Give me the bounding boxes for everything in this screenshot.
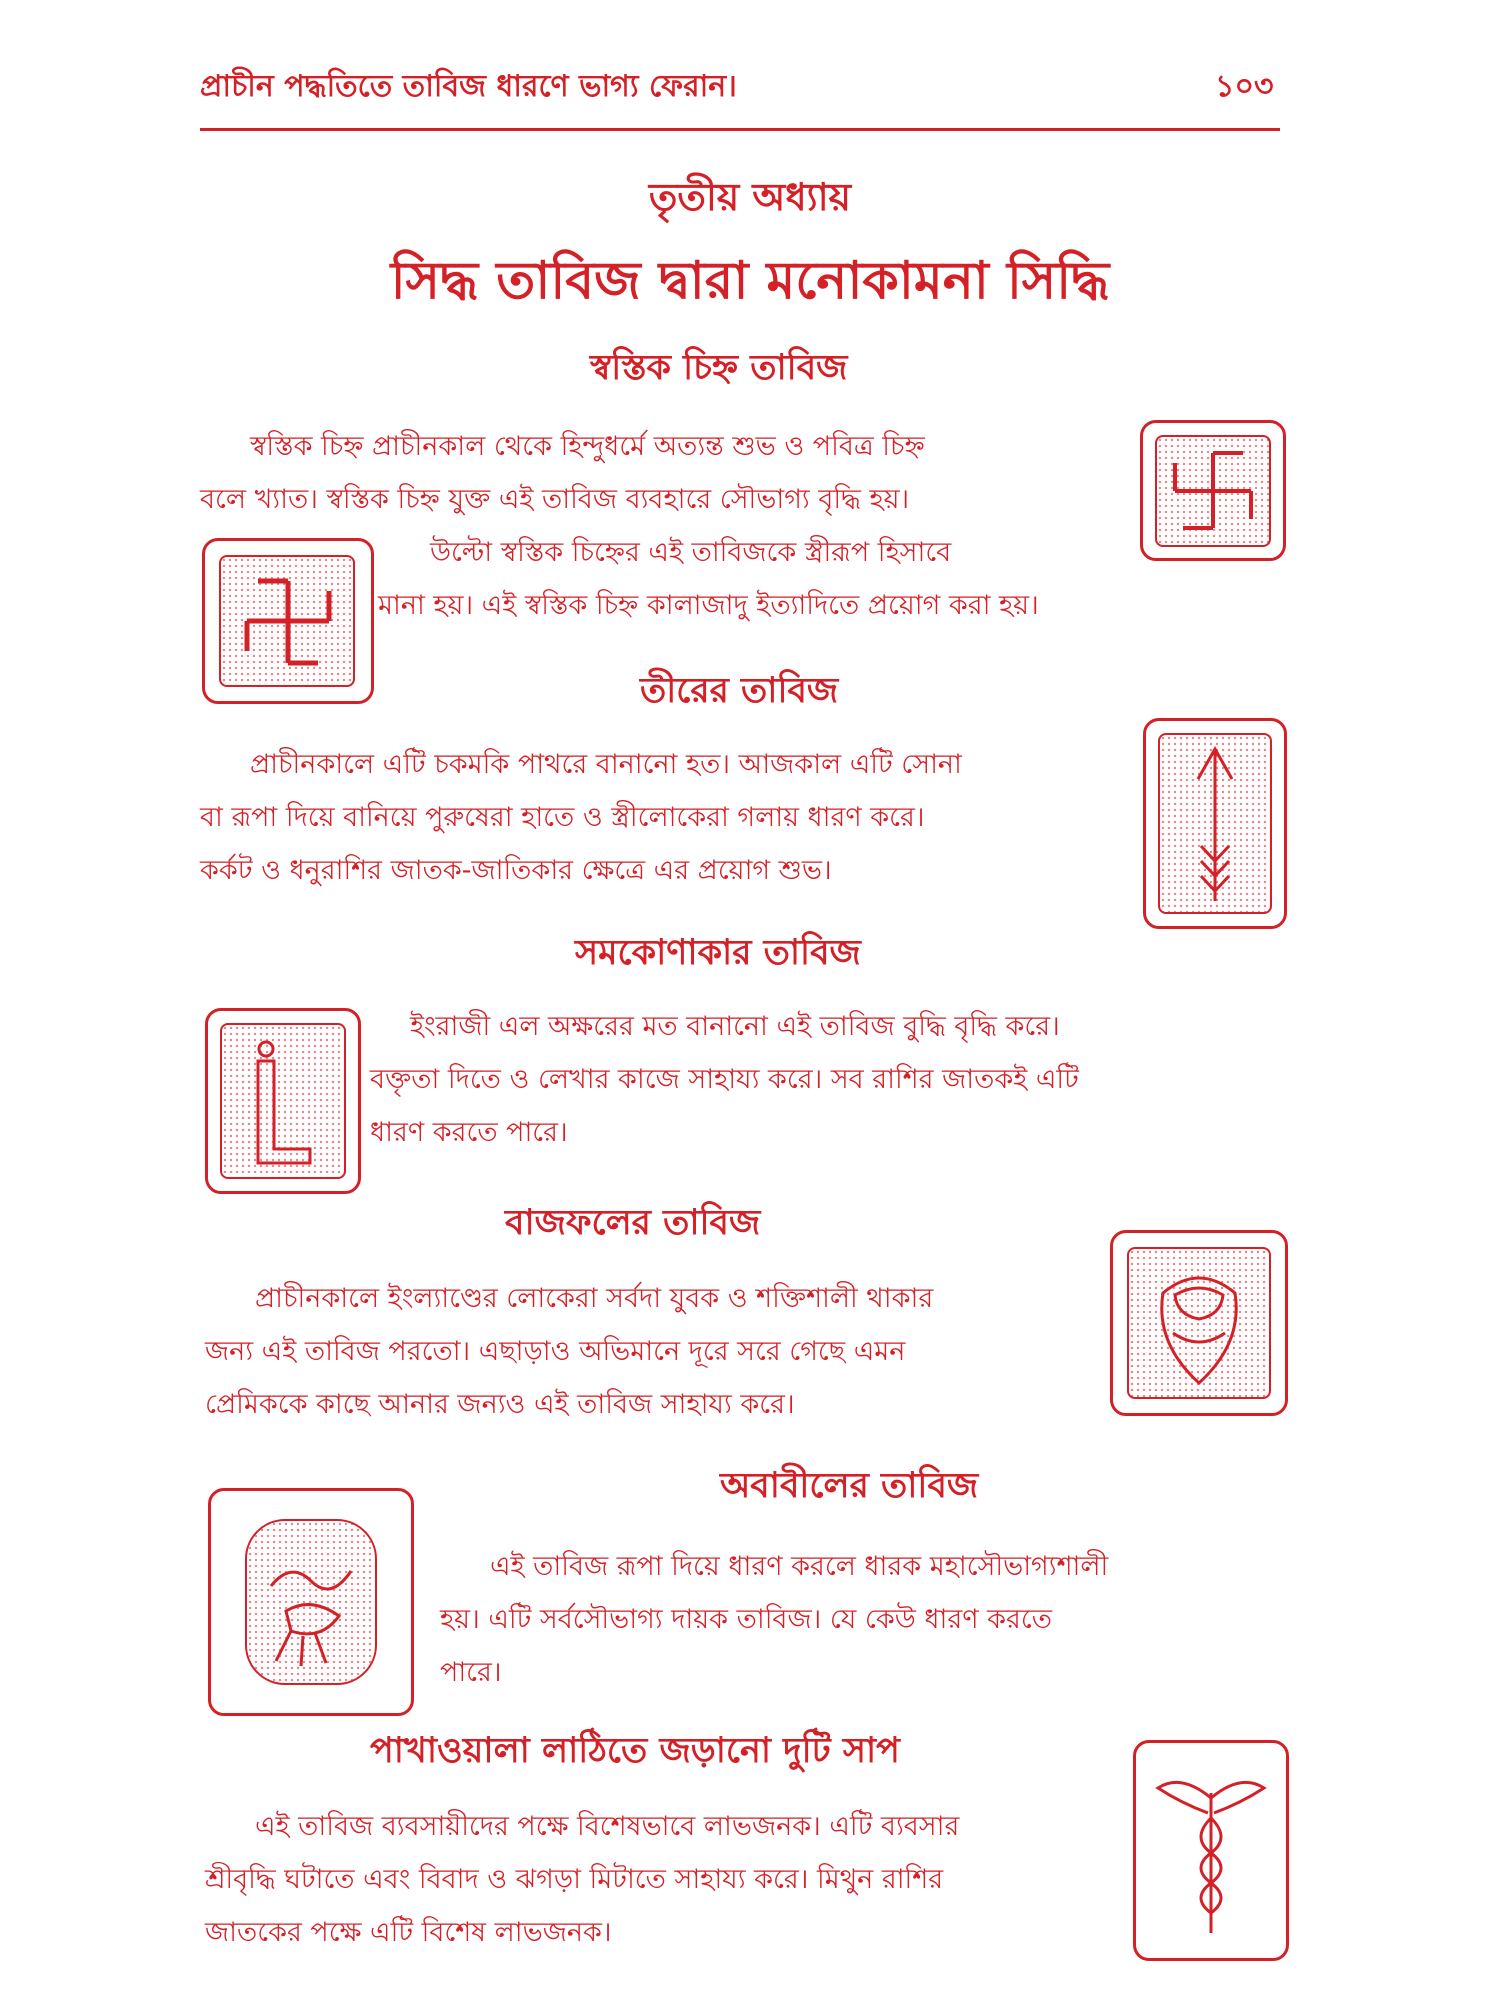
section-heading-right-angle: সমকোণাকার তাবিজ bbox=[575, 933, 861, 973]
bajphal-icon bbox=[1113, 1233, 1285, 1413]
text-line: ইংরাজী এল অক্ষরের মত বানানো এই তাবিজ বুদ্ধি বৃদ্ধি করে। bbox=[410, 1011, 1060, 1042]
section-text-arrow bbox=[200, 738, 1140, 897]
running-header-title: প্রাচীন পদ্ধতিতে তাবিজ ধারণে ভাগ্য ফেরান। bbox=[200, 69, 737, 104]
text-line: পারে। bbox=[440, 1657, 502, 1688]
header-rule bbox=[200, 128, 1280, 131]
text-line: প্রাচীনকালে এটি চকমকি পাথরে বানানো হত। আজকাল এটি সোনা bbox=[250, 749, 962, 780]
caduceus-icon bbox=[1136, 1743, 1286, 1958]
text-line: উল্টো স্বস্তিক চিহ্নের এই তাবিজকে স্ত্রীরূপ হিসাবে bbox=[430, 537, 952, 568]
text-line: জন্য এই তাবিজ পরতো। এছাড়াও অভিমানে দূরে সরে গেছে এমন bbox=[205, 1336, 906, 1367]
text-line: কর্কট ও ধনুরাশির জাতক-জাতিকার ক্ষেত্রে এর প্রয়োগ শুভ। bbox=[200, 855, 832, 886]
section-heading-swastika: স্বস্তিক চিহ্ন তাবিজ bbox=[590, 348, 848, 388]
letter-l-icon bbox=[208, 1011, 358, 1191]
letter-l-amulet bbox=[205, 1008, 361, 1194]
section-text-bajphal bbox=[205, 1272, 1105, 1431]
text-line: প্রেমিককে কাছে আনার জন্যও এই তাবিজ সাহায্য করে। bbox=[205, 1389, 795, 1420]
reverse-swastika-amulet bbox=[202, 538, 374, 704]
text-line: প্রাচীনকালে ইংল্যাণ্ডের লোকেরা সর্বদা যুবক ও শক্তিশালী থাকার bbox=[255, 1283, 934, 1314]
arrow-amulet bbox=[1143, 718, 1287, 929]
section-text-caduceus bbox=[205, 1800, 1130, 1959]
swallow-amulet bbox=[208, 1488, 414, 1716]
section-text-swastika bbox=[200, 420, 1140, 526]
section-text-right-angle bbox=[370, 1000, 1285, 1159]
section-heading-caduceus: পাখাওয়ালা লাঠিতে জড়ানো দুটি সাপ bbox=[370, 1731, 900, 1771]
text-line: ধারণ করতে পারে। bbox=[370, 1117, 568, 1148]
text-line: বলে খ্যাত। স্বস্তিক চিহ্ন যুক্ত এই তাবিজ ব্যবহারে সৌভাগ্য বৃদ্ধি হয়। bbox=[200, 484, 910, 515]
text-line: স্বস্তিক চিহ্ন প্রাচীনকাল থেকে হিন্দুধর্মে অত্যন্ত শুভ ও পবিত্র চিহ্ন bbox=[250, 431, 925, 462]
text-line: এই তাবিজ রূপা দিয়ে ধারণ করলে ধারক মহাসৌভাগ্যশালী bbox=[490, 1551, 1109, 1582]
text-line: হয়। এটি সর্বসৌভাগ্য দায়ক তাবিজ। যে কেউ ধারণ করতে bbox=[440, 1604, 1052, 1635]
swastika-amulet bbox=[1140, 420, 1286, 561]
reverse-swastika-icon bbox=[205, 541, 371, 701]
section-heading-swallow: অবাবীলের তাবিজ bbox=[720, 1466, 979, 1506]
text-line: জাতকের পক্ষে এটি বিশেষ লাভজনক। bbox=[205, 1917, 612, 1948]
text-line: মানা হয়। এই স্বস্তিক চিহ্ন কালাজাদু ইত্যাদিতে প্রয়োগ করা হয়। bbox=[378, 590, 1039, 621]
caduceus-amulet bbox=[1133, 1740, 1289, 1961]
section-text-swallow bbox=[440, 1540, 1285, 1699]
chapter-label: তৃতীয় অধ্যায় bbox=[648, 175, 852, 219]
swastika-icon bbox=[1143, 423, 1283, 558]
section-heading-arrow: তীরের তাবিজ bbox=[640, 671, 839, 711]
text-line: এই তাবিজ ব্যবসায়ীদের পক্ষে বিশেষভাবে লাভজনক। এটি ব্যবসার bbox=[255, 1811, 960, 1842]
text-line: শ্রীবৃদ্ধি ঘটাতে এবং বিবাদ ও ঝগড়া মিটাতে সাহায্য করে। মিথুন রাশির bbox=[205, 1864, 944, 1895]
text-line: বক্তৃতা দিতে ও লেখার কাজে সাহায্য করে। সব রাশির জাতকই এটি bbox=[370, 1064, 1079, 1095]
section-heading-bajphal: বাজফলের তাবিজ bbox=[505, 1203, 761, 1243]
swallow-bird-icon bbox=[211, 1491, 411, 1713]
section-text-swastika-cont bbox=[430, 526, 1260, 579]
main-title: সিদ্ধ তাবিজ দ্বারা মনোকামনা সিদ্ধি bbox=[390, 251, 1110, 311]
page-number: ১০৩ bbox=[1215, 69, 1274, 104]
bajphal-amulet bbox=[1110, 1230, 1288, 1416]
arrow-icon bbox=[1146, 721, 1284, 926]
section-text-swastika-cont2 bbox=[378, 579, 1278, 632]
text-line: বা রূপা দিয়ে বানিয়ে পুরুষেরা হাতে ও স্ত্রীলোকেরা গলায় ধারণ করে। bbox=[200, 802, 925, 833]
